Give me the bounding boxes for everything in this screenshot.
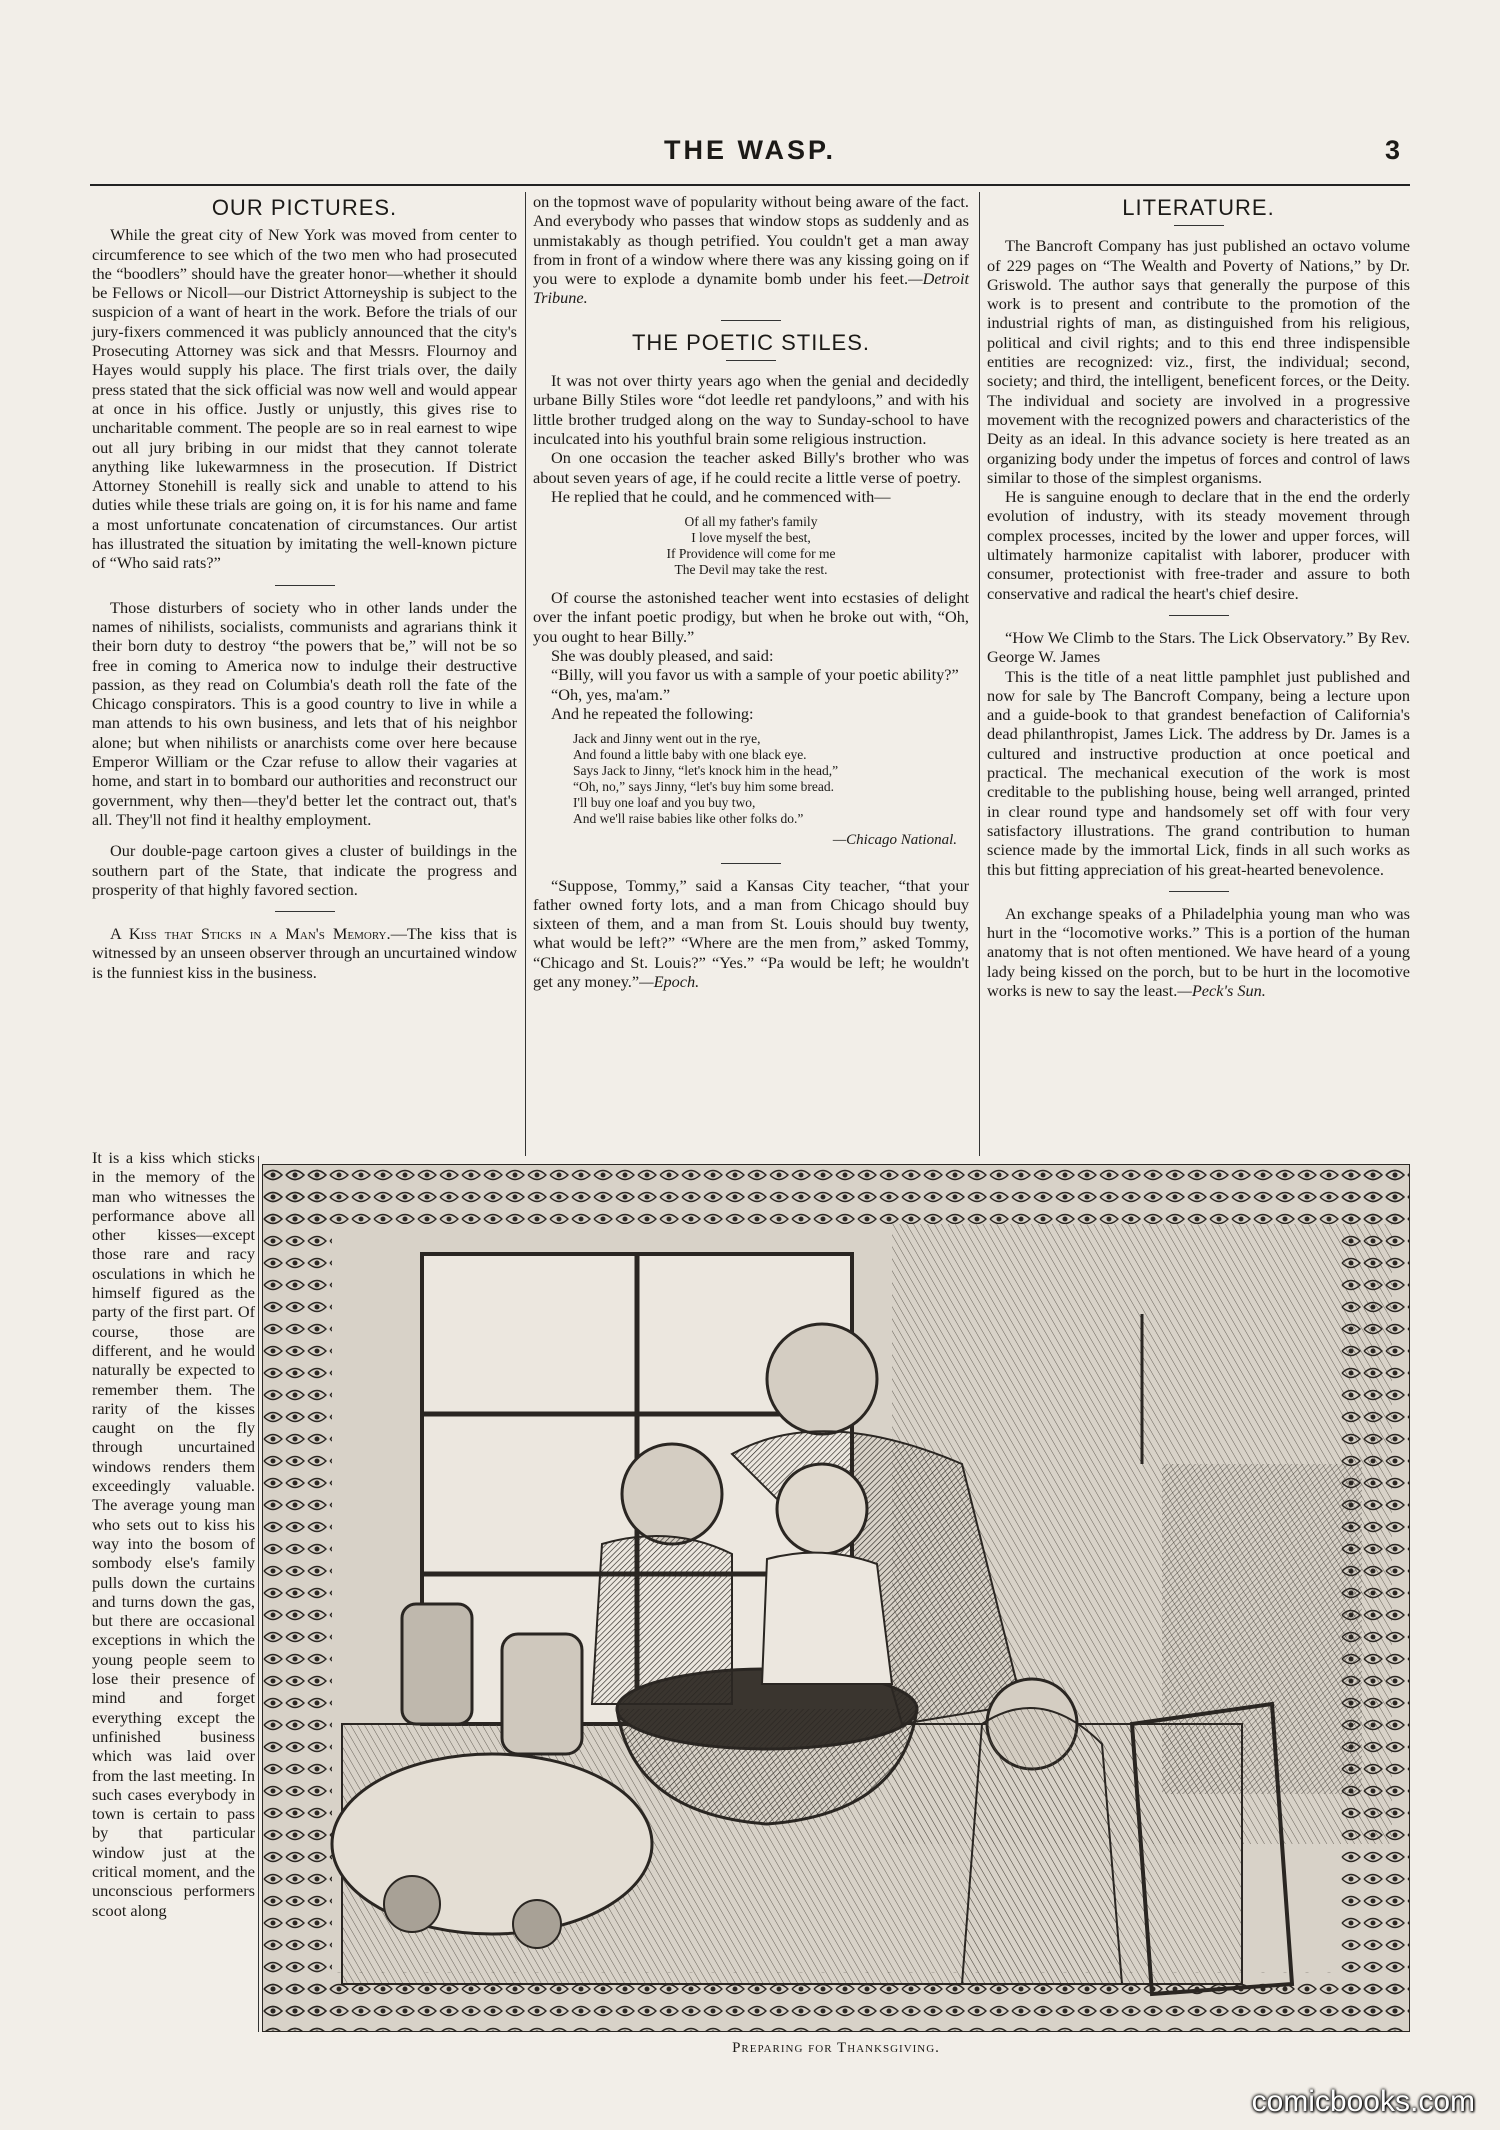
page-number: 3 — [1384, 135, 1400, 165]
paragraph: Our double-page cartoon gives a cluster of buildings in the southern part of the State, that indicate the progress and prosperity of that highly favored section. — [92, 841, 517, 899]
verse-block — [573, 731, 969, 827]
paragraph: It was not over thirty years ago when the genial and decidedly urbane Billy Stiles wore “dot leedle ret pandyloons,” and with his little brother trudged along on the way to Sunday-school to have inculcated into his youthful brain some religious instruction. — [533, 371, 969, 448]
verse-line: And found a little baby with one black eye. — [573, 747, 807, 763]
separator-rule — [1169, 891, 1229, 892]
separator-rule — [1169, 615, 1229, 616]
separator-rule — [721, 320, 781, 321]
paragraph: “Billy, will you favor us with a sample of your poetic ability?” — [551, 665, 959, 685]
verse-line: Of all my father's family — [684, 514, 818, 530]
column-our-pictures — [92, 192, 517, 982]
kiss-narrow-column — [92, 1148, 255, 1920]
verse-line: “Oh, no,” says Jinny, “let's buy him some bread. — [573, 779, 835, 795]
column-divider-3 — [258, 1156, 259, 2032]
paragraph: On one occasion the teacher asked Billy's brother who was about seven years of age, if he could recite a little verse of poetry. — [533, 448, 969, 487]
paragraph: “Suppose, Tommy,” said a Kansas City teacher, “that your father owned forty lots, and a man from Chicago should buy sixteen of them, and a man from St. Louis should buy twenty, what would be left?” “Where are the men from,” asked Tommy, “Chicago and St. Louis?” “Yes.” “Pa would be left; he wouldn't get any money.”—Epoch. — [533, 875, 969, 992]
paragraph-continued: on the topmost wave of popularity without being aware of the fact. And everybody who passes that window stops as suddenly and as unmistakably as though petrified. You couldn't get a man away from in front of a window where there was any kissing going on if you were to explode a dynamite bomb under his feet.—Detroit Tribune. — [533, 192, 969, 308]
verse-line: I'll buy one loaf and you buy two, — [573, 795, 756, 811]
section-heading-poetic-stiles: THE POETIC STILES. — [631, 329, 871, 355]
page-header — [90, 135, 1410, 175]
separator-rule — [726, 360, 776, 361]
source-attribution: —Detroit Tribune. — [533, 269, 969, 308]
paragraph: An exchange speaks of a Philadelphia young man who was hurt in the “locomotive works.” This is a portion of the human anatomy that is not often mentioned. We have heard of a young lady being kissed on the porch, but to be hurt in the locomotive works is new to say the least.—Peck's Sun. — [987, 903, 1410, 1000]
verse-line: If Providence will come for me — [666, 546, 836, 562]
paragraph: The Bancroft Company has just published an octavo volume of 229 pages on “The Wealth and Poverty of Nations,” by Dr. Griswold. The author says that generally the purpose of this work is to present and contribute to the promotion of the industrial rights of man, as distinguished from his religious, political and civil rights; and to this end three indispensible entities are recognized: viz., first, the individual; second, society; and third, the intelligent, beneficent forces, or the Deity. The individual and society are involved in a progressive movement with the recognized powers and characteristics of the Deity as an ideal. In this advance society is here treated as an organizing body under the impetus of forces and control of laws similar to those of the simplest organisms. — [987, 236, 1410, 487]
verse-line: Says Jack to Jinny, “let's knock him in the head,” — [573, 763, 839, 779]
paragraph: It is a kiss which sticks in the memory of the man who witnesses the performance above all other kisses—except those rare and racy osculations in which he himself figured as the party of the first part. Of course, those are different, and he would naturally be expected to remember them. The rarity of the kisses caught on the fly through uncurtained windows renders them exceedingly valuable. The average young man who sets out to kiss his way into the bosom of sombody else's family pulls down the curtains and turns down the gas, but there are occasional exceptions in which the young people seem to lose their presence of mind and forget everything except the unfinished business which was laid over from the last meeting. In such cases everybody in town is certain to pass by that particular window just at the critical moment, and the unconscious performers scoot along — [92, 1148, 255, 1920]
separator-rule — [721, 863, 781, 864]
masthead-title: THE WASP. — [663, 135, 837, 165]
paragraph: This is the title of a neat little pamphlet just published and now for sale by The Bancroft Company, being a lecture upon and a guide-book to that grandest benefaction of California's dead philanthropist, James Lick. The address by Dr. James is a cultured and instructive production at once poetical and practical. The mechanical execution of the work is most creditable to the publishing house, being well arranged, printed in clear round type and handsomely set off with four very satisfactory illustrations. The grand contribution to human science made by the immortal Lick, finds in all such works as this but fitting appreciation of his great-hearted benevolence. — [987, 666, 1410, 879]
source-attribution: —Epoch. — [639, 972, 700, 992]
verse-line: I love myself the best, — [691, 530, 811, 546]
paragraph: “How We Climb to the Stars. The Lick Observatory.” By Rev. George W. James — [987, 627, 1410, 667]
separator-rule — [275, 911, 335, 912]
paragraph: “Oh, yes, ma'am.” — [551, 684, 671, 704]
section-heading-literature: LITERATURE. — [1122, 195, 1275, 220]
illustration-caption: Preparing for Thanksgiving. — [732, 2040, 940, 2056]
column-middle — [533, 192, 969, 991]
verse-line: Jack and Jinny went out in the rye, — [573, 731, 761, 747]
kiss-paragraph — [92, 924, 517, 982]
paragraph: And he repeated the following: — [551, 703, 754, 723]
engraving-image — [262, 1164, 1410, 2032]
source-attribution: —Peck's Sun. — [1177, 980, 1266, 1000]
paragraph: Those disturbers of society who in other lands under the names of nihilists, socialists, communists and agrarians think it their born duty to destroy “the powers that be,” will not be so free in coming to America now to indulge their destructive passion, as they read on Columbia's death roll the fate of the Chicago conspirators. This is a good country to live in while a man attends to his own business, and lets that of his neighbor alone; but when nihilists or anarchists come over here because Emperor William or the Czar refuse to allow their vagaries at home, and start in to bombard our authorities and reconstruct our government, why then—they'd better let the contract out, that's all. They'll not find it healthy employment. — [92, 597, 517, 829]
site-watermark: comicbooks.com — [1251, 2085, 1475, 2118]
section-heading-our-pictures: OUR PICTURES. — [211, 195, 398, 220]
paragraph: He is sanguine enough to declare that in the end the orderly evolution of industry, with its steady movement through complex processes, incited by the lower and upper forces, will ultimately harmonize capitalist with laborer, producer with consumer, protectionist with free-trader and assure to both conservative and radical the heart's chief desire. — [987, 487, 1410, 603]
paragraph: While the great city of New York was moved from center to circumference to see which of the two men who had prosecuted the “boodlers” should have the greater honor—whether it should be Fellows or Nicoll—our District Attorneyship is subject to the suspicion of a want of heart in the work. Before the trials of our jury-fixers commenced it was publicly announced that the city's Prosecuting Attorney was sick and that Messrs. Flournoy and Hayes would supply his place. The first trials over, the daily press stated that the sick official was now well and would appear at once in his office. Justly or unjustly, this gives rise to uncharitable comment. The people are so in real earnest to wipe out all jury bribing in our midst that they cannot tolerate anything like lukewarmness in the prosecution. If District Attorney Stonehill is really sick and unable to attend to his duties while these trials are going on, it is for his name and fame a most unfortunate concatenation of circumstances. Our artist has illustrated the situation by imitating the well-known picture of “Who said rats?” — [92, 225, 517, 573]
paragraph: She was doubly pleased, and said: — [551, 646, 774, 666]
verse-line: And we'll raise babies like other folks do.” — [573, 811, 804, 827]
column-divider-1 — [525, 192, 526, 1156]
paragraph: He replied that he could, and he commenced with— — [551, 486, 891, 506]
header-rule — [90, 184, 1410, 186]
verse-line: The Devil may take the rest. — [674, 562, 828, 578]
thanksgiving-engraving — [262, 1164, 1410, 2032]
separator-rule — [275, 585, 335, 586]
column-literature — [987, 192, 1410, 1000]
paragraph: Of course the astonished teacher went into ecstasies of delight over the infant poetic prodigy, but when he broke out with, “Oh, you ought to hear Billy.” — [533, 588, 969, 646]
source-attribution: —Chicago National. — [832, 832, 957, 849]
column-divider-2 — [979, 192, 980, 1156]
kiss-title: A Kiss that Sticks in a Man's Memory. — [110, 924, 391, 944]
verse-block — [533, 514, 969, 578]
separator-rule — [1174, 225, 1224, 226]
kiss-text: —The kiss that is witnessed by an unseen observer through an uncurtained window is the funniest kiss in the business. — [92, 924, 518, 982]
